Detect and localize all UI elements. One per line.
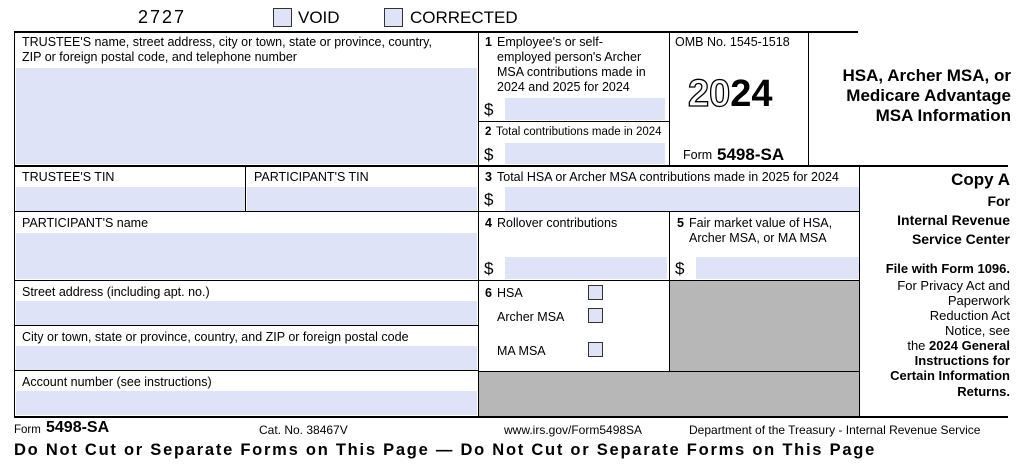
rule-box45-split: [669, 211, 670, 371]
corrected-label: CORRECTED: [410, 8, 518, 27]
box6-ma-label: MA MSA: [497, 344, 546, 358]
omb-number: OMB No. 1545-1518: [675, 35, 790, 49]
copy-irs-line1: Internal Revenue: [897, 212, 1010, 228]
corrected-checkbox[interactable]: [384, 8, 403, 27]
copy-file-with: File with Form 1096.: [885, 261, 1010, 276]
box6-archer-label: Archer MSA: [497, 310, 565, 324]
copy-privacy-line3: Reduction Act: [929, 308, 1010, 323]
participant-name-label: PARTICIPANT'S name: [22, 216, 149, 230]
box4-number: 4: [485, 216, 492, 230]
city-state-label: City or town, state or province, country, and ZIP or foreign postal code: [22, 330, 409, 344]
copy-for: For: [987, 193, 1010, 209]
box1-label-line2: employed person's Archer: [497, 50, 642, 64]
rule-street-bottom: [14, 325, 479, 326]
copy-irs-line2: Service Center: [911, 231, 1010, 247]
footer-cat-no: Cat. No. 38467V: [259, 423, 348, 437]
copy-privacy-line7: Certain Information: [890, 368, 1010, 383]
city-state-input[interactable]: [16, 346, 477, 370]
account-number-label: Account number (see instructions): [22, 375, 212, 389]
rule-omb-right: [808, 31, 809, 165]
box1-label-line1: Employee's or self-: [497, 35, 603, 49]
trustee-tin-label: TRUSTEE'S TIN: [22, 170, 115, 184]
form-title-line1: HSA, Archer MSA, or: [842, 66, 1011, 85]
copy-privacy-line2: Paperwork: [947, 293, 1010, 308]
box5-gray-area: [670, 281, 860, 371]
rule-top: [14, 31, 858, 33]
box1-dollar: $: [484, 100, 494, 119]
footer-url: www.irs.gov/Form5498SA: [504, 423, 643, 437]
rule-copy-left: [859, 165, 860, 417]
copy-privacy-line4: Notice, see: [944, 323, 1010, 338]
omb-form-number: 5498-SA: [717, 145, 785, 164]
copy-privacy-line5: [907, 338, 1010, 353]
omb-form-prefix: Form: [683, 148, 713, 162]
box1-number: 1: [485, 35, 492, 49]
box1-label-line3: MSA contributions made in: [497, 65, 646, 79]
copy-privacy-line5-prefix: the: [907, 338, 926, 353]
copy-privacy-line6: Instructions for: [914, 353, 1010, 368]
tax-year-solid: 24: [730, 73, 773, 115]
box4-dollar: $: [484, 259, 494, 278]
box2-dollar: $: [484, 145, 494, 164]
box5-label-line1: Fair market value of HSA,: [689, 216, 833, 230]
footer-form-number: 5498-SA: [46, 419, 110, 436]
box6-number: 6: [485, 286, 492, 300]
tax-year: [688, 74, 773, 114]
hsa-checkbox[interactable]: [588, 285, 603, 300]
rule-name-bottom: [14, 280, 860, 281]
box4-input[interactable]: [505, 257, 667, 279]
trustee-label-line1: TRUSTEE'S name, street address, city or town, state or province, country,: [22, 35, 432, 49]
rule-box1-bottom: [479, 121, 669, 122]
box2-label: Total contributions made in 2024: [496, 126, 662, 138]
trustee-label-line2: ZIP or foreign postal code, and telephone number: [22, 50, 297, 64]
rule-tin-split: [245, 165, 246, 211]
footer-form-prefix: Form: [14, 424, 41, 436]
participant-name-input[interactable]: [16, 233, 477, 279]
copy-privacy-line8: Returns.: [957, 384, 1010, 399]
form-title-line3: MSA Information: [875, 106, 1011, 125]
box1-input[interactable]: [505, 98, 665, 120]
copy-privacy-line5-bold: 2024 General: [929, 338, 1010, 353]
copy-a-title: Copy A: [951, 170, 1010, 189]
account-number-input[interactable]: [16, 391, 477, 415]
form-code: 2727: [138, 7, 187, 27]
box6-hsa-label: HSA: [497, 286, 523, 300]
footer-dept: Department of the Treasury - Internal Revenue Service: [689, 423, 981, 437]
box2-number: 2: [485, 126, 492, 138]
box1-label-line4: 2024 and 2025 for 2024: [497, 80, 630, 94]
rule-left: [14, 31, 15, 417]
ma-msa-checkbox[interactable]: [588, 342, 603, 357]
box5-number: 5: [677, 216, 684, 230]
rule-city-bottom: [14, 370, 479, 371]
box3-dollar: $: [484, 190, 494, 209]
void-label: VOID: [298, 8, 340, 27]
box5-input[interactable]: [696, 257, 859, 279]
rule-omb-left: [669, 31, 670, 165]
box4-label: Rollover contributions: [497, 216, 618, 230]
box3-input[interactable]: [505, 187, 859, 211]
rule-box6-bottom: [479, 371, 860, 372]
box5-label-line2: Archer MSA, or MA MSA: [689, 231, 827, 245]
archer-msa-checkbox[interactable]: [588, 308, 603, 323]
box2-input[interactable]: [505, 143, 665, 164]
trustee-tin-input[interactable]: [16, 187, 245, 211]
street-address-input[interactable]: [16, 301, 477, 325]
rule-tin-bottom: [14, 211, 860, 212]
participant-tin-label: PARTICIPANT'S TIN: [254, 170, 369, 184]
void-checkbox[interactable]: [273, 8, 292, 27]
participant-tin-input[interactable]: [247, 187, 477, 211]
form-title-line2: Medicare Advantage: [846, 86, 1011, 105]
trustee-input[interactable]: [16, 68, 477, 164]
bottom-gray-area: [479, 372, 860, 417]
rule-mid: [478, 31, 479, 417]
copy-privacy-line1: For Privacy Act and: [897, 278, 1010, 293]
box3-label: Total HSA or Archer MSA contributions made in 2025 for 2024: [497, 170, 839, 184]
tax-year-outline: 20: [688, 73, 731, 115]
box3-number: 3: [485, 170, 492, 184]
street-address-label: Street address (including apt. no.): [22, 285, 210, 299]
do-not-cut-notice: Do Not Cut or Separate Forms on This Page — Do Not Cut or Separate Forms on This Page: [14, 441, 877, 459]
box5-dollar: $: [675, 259, 685, 278]
